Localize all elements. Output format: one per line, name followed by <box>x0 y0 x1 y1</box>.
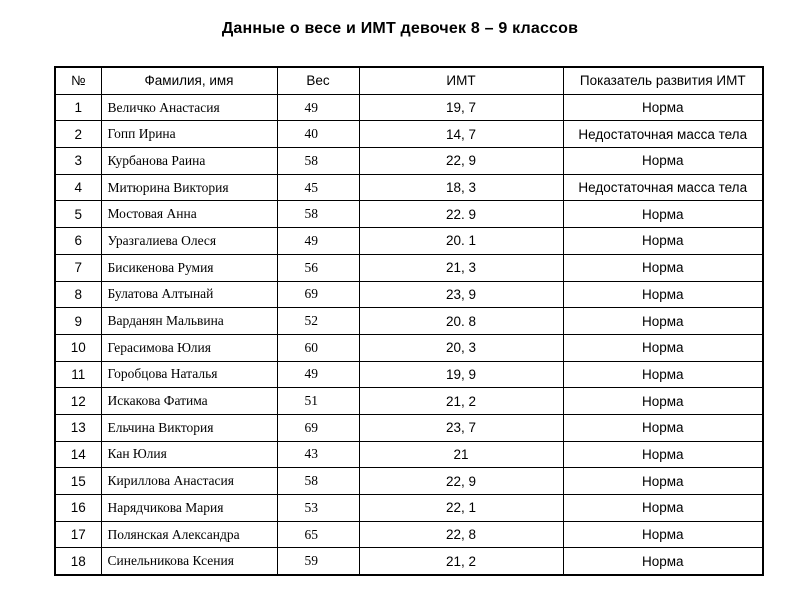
cell-bmi: 19, 9 <box>359 361 563 388</box>
cell-bmi: 21, 2 <box>359 548 563 575</box>
cell-bmi: 21, 3 <box>359 254 563 281</box>
cell-number: 6 <box>55 228 101 255</box>
cell-bmi-status: Недостаточная масса тела <box>563 174 763 201</box>
cell-bmi: 20. 8 <box>359 308 563 335</box>
cell-bmi: 22, 8 <box>359 521 563 548</box>
cell-bmi-status: Норма <box>563 495 763 522</box>
cell-bmi-status: Норма <box>563 521 763 548</box>
cell-number: 9 <box>55 308 101 335</box>
table-row <box>55 174 763 201</box>
cell-bmi-status: Недостаточная масса тела <box>563 121 763 148</box>
cell-number: 12 <box>55 388 101 415</box>
cell-name: Булатова Алтынай <box>101 281 277 308</box>
cell-name: Мостовая Анна <box>101 201 277 228</box>
cell-name: Нарядчикова Мария <box>101 495 277 522</box>
cell-number: 16 <box>55 495 101 522</box>
cell-number: 7 <box>55 254 101 281</box>
cell-bmi: 18, 3 <box>359 174 563 201</box>
cell-bmi-status: Норма <box>563 441 763 468</box>
table-row <box>55 521 763 548</box>
table-row <box>55 414 763 441</box>
cell-bmi-status: Норма <box>563 414 763 441</box>
cell-weight: 51 <box>277 388 359 415</box>
cell-number: 13 <box>55 414 101 441</box>
cell-name: Варданян Мальвина <box>101 308 277 335</box>
cell-weight: 59 <box>277 548 359 575</box>
cell-number: 8 <box>55 281 101 308</box>
cell-name: Гопп Ирина <box>101 121 277 148</box>
cell-bmi: 21 <box>359 441 563 468</box>
cell-bmi-status: Норма <box>563 281 763 308</box>
cell-bmi: 23, 9 <box>359 281 563 308</box>
cell-weight: 69 <box>277 414 359 441</box>
cell-weight: 60 <box>277 334 359 361</box>
table-row <box>55 495 763 522</box>
header-bmi-status: Показатель развития ИМТ <box>563 67 763 94</box>
cell-name: Ельчина Виктория <box>101 414 277 441</box>
cell-bmi-status: Норма <box>563 308 763 335</box>
cell-weight: 58 <box>277 201 359 228</box>
table-row <box>55 548 763 575</box>
cell-weight: 49 <box>277 361 359 388</box>
cell-weight: 43 <box>277 441 359 468</box>
table-row <box>55 361 763 388</box>
cell-bmi: 19, 7 <box>359 94 563 121</box>
cell-name: Искакова Фатима <box>101 388 277 415</box>
cell-number: 14 <box>55 441 101 468</box>
cell-name: Митюрина Виктория <box>101 174 277 201</box>
cell-name: Кириллова Анастасия <box>101 468 277 495</box>
cell-name: Синельникова Ксения <box>101 548 277 575</box>
cell-bmi-status: Норма <box>563 94 763 121</box>
cell-bmi-status: Норма <box>563 201 763 228</box>
table-row <box>55 334 763 361</box>
cell-bmi: 23, 7 <box>359 414 563 441</box>
cell-number: 10 <box>55 334 101 361</box>
cell-weight: 45 <box>277 174 359 201</box>
cell-number: 5 <box>55 201 101 228</box>
cell-bmi: 22, 1 <box>359 495 563 522</box>
cell-bmi: 20, 3 <box>359 334 563 361</box>
cell-name: Курбанова Раина <box>101 148 277 175</box>
page-title: Данные о весе и ИМТ девочек 8 – 9 классов <box>221 20 579 37</box>
cell-number: 4 <box>55 174 101 201</box>
table-row <box>55 201 763 228</box>
cell-number: 18 <box>55 548 101 575</box>
cell-weight: 49 <box>277 94 359 121</box>
table-row <box>55 281 763 308</box>
cell-weight: 69 <box>277 281 359 308</box>
table-row <box>55 308 763 335</box>
cell-bmi-status: Норма <box>563 148 763 175</box>
cell-weight: 53 <box>277 495 359 522</box>
cell-bmi-status: Норма <box>563 254 763 281</box>
table-row <box>55 441 763 468</box>
cell-name: Полянская Александра <box>101 521 277 548</box>
cell-weight: 65 <box>277 521 359 548</box>
table-body <box>55 94 763 575</box>
table-row <box>55 468 763 495</box>
cell-bmi: 22, 9 <box>359 148 563 175</box>
cell-bmi-status: Норма <box>563 361 763 388</box>
cell-weight: 56 <box>277 254 359 281</box>
cell-bmi-status: Норма <box>563 548 763 575</box>
cell-weight: 52 <box>277 308 359 335</box>
table-row <box>55 148 763 175</box>
cell-bmi: 21, 2 <box>359 388 563 415</box>
cell-bmi-status: Норма <box>563 334 763 361</box>
cell-bmi-status: Норма <box>563 388 763 415</box>
table-row <box>55 254 763 281</box>
cell-bmi-status: Норма <box>563 228 763 255</box>
cell-name: Герасимова Юлия <box>101 334 277 361</box>
cell-name: Величко Анастасия <box>101 94 277 121</box>
cell-name: Уразгалиева Олеся <box>101 228 277 255</box>
cell-number: 15 <box>55 468 101 495</box>
cell-bmi: 20. 1 <box>359 228 563 255</box>
cell-number: 3 <box>55 148 101 175</box>
cell-number: 2 <box>55 121 101 148</box>
cell-number: 1 <box>55 94 101 121</box>
cell-number: 17 <box>55 521 101 548</box>
cell-name: Бисикенова Румия <box>101 254 277 281</box>
cell-bmi: 14, 7 <box>359 121 563 148</box>
table-row <box>55 94 763 121</box>
cell-bmi-status: Норма <box>563 468 763 495</box>
cell-weight: 40 <box>277 121 359 148</box>
header-weight: Вес <box>277 67 359 94</box>
table-row <box>55 121 763 148</box>
table-row <box>55 228 763 255</box>
table-row <box>55 388 763 415</box>
header-number: № <box>55 67 101 94</box>
cell-weight: 49 <box>277 228 359 255</box>
cell-bmi: 22, 9 <box>359 468 563 495</box>
data-table <box>54 66 764 576</box>
cell-bmi: 22. 9 <box>359 201 563 228</box>
cell-name: Горобцова Наталья <box>101 361 277 388</box>
cell-weight: 58 <box>277 468 359 495</box>
header-name: Фамилия, имя <box>101 67 277 94</box>
cell-weight: 58 <box>277 148 359 175</box>
header-bmi: ИМТ <box>359 67 563 94</box>
cell-number: 11 <box>55 361 101 388</box>
table-header-row <box>55 67 763 94</box>
cell-name: Кан Юлия <box>101 441 277 468</box>
